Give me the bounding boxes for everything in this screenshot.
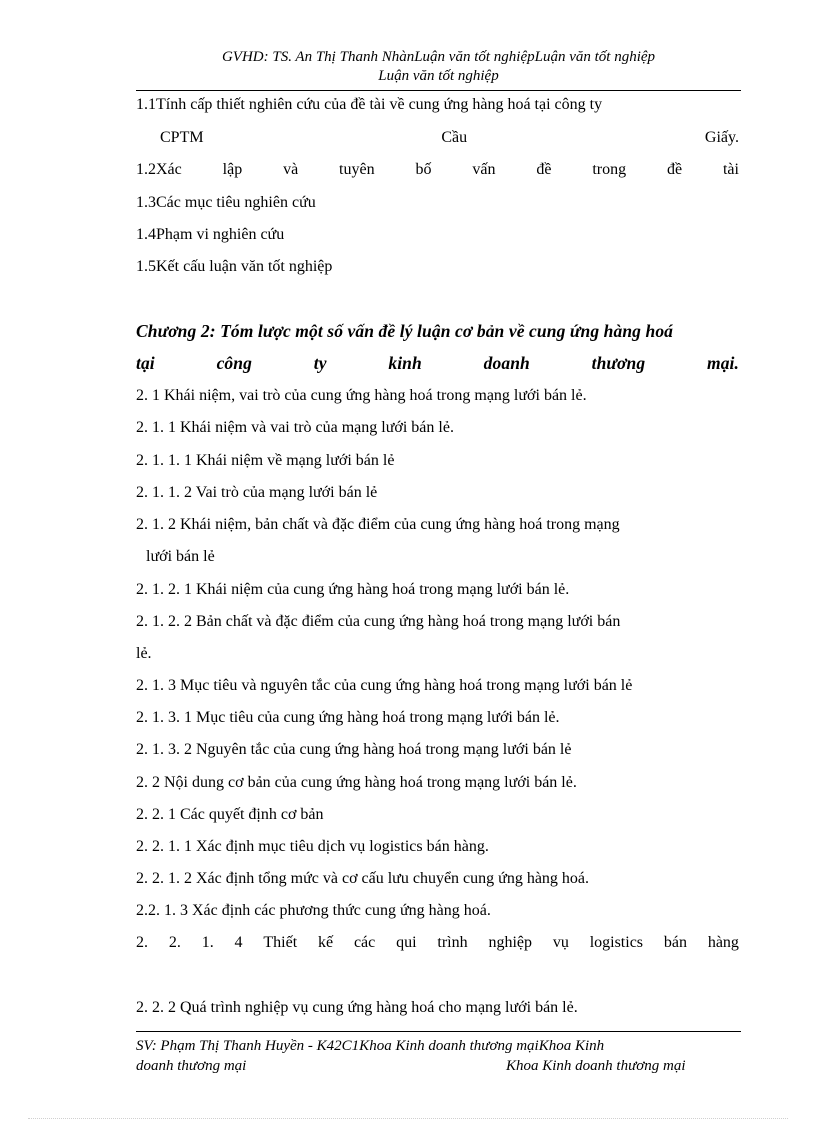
toc-line-1-3: 1.3Các mục tiêu nghiên cứu bbox=[136, 194, 316, 211]
toc-line-2-2-1-3: 2.2. 1. 3 Xác định các phương thức cung ứng hàng hoá. bbox=[136, 902, 491, 919]
toc-line-2-1-1-2: 2. 1. 1. 2 Vai trò của mạng lưới bán lẻ bbox=[136, 484, 378, 501]
chapter-2-title: Chương 2: Tóm lược một số vấn đề lý luận cơ bản về cung ứng hàng hoá bbox=[136, 321, 674, 341]
toc-line-2-2-1-4: 2. 2. 1. 4 Thiết kế các qui trình nghiệp vụ logistics bán hàng bbox=[136, 934, 739, 951]
footer-line-2-left: doanh thương mại bbox=[136, 1058, 247, 1074]
toc-line-2-2-1-1: 2. 2. 1. 1 Xác định mục tiêu dịch vụ logistics bán hàng. bbox=[136, 838, 489, 855]
page-bottom-border bbox=[28, 1118, 788, 1119]
toc-line-2-2-1-2: 2. 2. 1. 2 Xác định tổng mức và cơ cấu lưu chuyển cung ứng hàng hoá. bbox=[136, 870, 590, 887]
toc-line-2-1: 2. 1 Khái niệm, vai trò của cung ứng hàng hoá trong mạng lưới bán lẻ. bbox=[136, 387, 587, 404]
toc-line-2-2: 2. 2 Nội dung cơ bản của cung ứng hàng hoá trong mạng lưới bán lẻ. bbox=[136, 774, 577, 791]
toc-line-2-1-2-2: 2. 1. 2. 2 Bản chất và đặc điểm của cung ứng hàng hoá trong mạng lưới bán bbox=[136, 613, 621, 630]
toc-line-1-1: 1.1Tính cấp thiết nghiên cứu của đề tài về cung ứng hàng hoá tại công ty bbox=[136, 96, 603, 113]
toc-line-2-1-2-cont: lưới bán lẻ bbox=[146, 548, 215, 565]
toc-line-1-4: 1.4Phạm vi nghiên cứu bbox=[136, 226, 285, 243]
footer-line-2-right: Khoa Kinh doanh thương mại bbox=[506, 1058, 686, 1074]
toc-line-2-1-3-2: 2. 1. 3. 2 Nguyên tắc của cung ứng hàng hoá trong mạng lưới bán lẻ bbox=[136, 741, 572, 758]
toc-line-1-2: 1.2Xác lập và tuyên bố vấn đề trong đề tài bbox=[136, 161, 739, 178]
page-header bbox=[136, 48, 741, 86]
toc-line-2-2-2: 2. 2. 2 Quá trình nghiệp vụ cung ứng hàng hoá cho mạng lưới bán lẻ. bbox=[136, 999, 578, 1016]
toc-line-2-1-2-1: 2. 1. 2. 1 Khái niệm của cung ứng hàng hoá trong mạng lưới bán lẻ. bbox=[136, 581, 570, 598]
toc-line-2-1-3: 2. 1. 3 Mục tiêu và nguyên tắc của cung ứng hàng hoá trong mạng lưới bán lẻ bbox=[136, 677, 633, 694]
toc-line-2-1-1-1: 2. 1. 1. 1 Khái niệm về mạng lưới bán lẻ bbox=[136, 452, 395, 469]
footer-line-1: SV: Phạm Thị Thanh Huyền - K42C1Khoa Kinh doanh thương mạiKhoa Kinh bbox=[136, 1038, 605, 1054]
toc-line-1-5: 1.5Kết cấu luận văn tốt nghiệp bbox=[136, 258, 333, 275]
toc-line-2-1-3-1: 2. 1. 3. 1 Mục tiêu của cung ứng hàng hoá trong mạng lưới bán lẻ. bbox=[136, 709, 560, 726]
toc-line-2-2-1: 2. 2. 1 Các quyết định cơ bản bbox=[136, 806, 324, 823]
toc-line-2-1-2-2-cont: lẻ. bbox=[136, 645, 152, 662]
footer-line-2 bbox=[136, 1057, 741, 1076]
footer-divider bbox=[136, 1031, 741, 1032]
toc-line-1-1-cont: CPTM Cầu Giấy. bbox=[160, 129, 739, 146]
header-line-1: GVHD: TS. An Thị Thanh NhànLuận văn tốt nghiệpLuận văn tốt nghiệp bbox=[221, 49, 656, 65]
toc-line-2-1-2: 2. 1. 2 Khái niệm, bản chất và đặc điểm của cung ứng hàng hoá trong mạng bbox=[136, 516, 620, 533]
header-line-2: Luận văn tốt nghiệp bbox=[378, 68, 499, 84]
header-divider bbox=[136, 90, 741, 91]
toc-line-2-1-1: 2. 1. 1 Khái niệm và vai trò của mạng lưới bán lẻ. bbox=[136, 419, 454, 436]
chapter-2-title-cont: tại công ty kinh doanh thương mại. bbox=[136, 353, 739, 373]
